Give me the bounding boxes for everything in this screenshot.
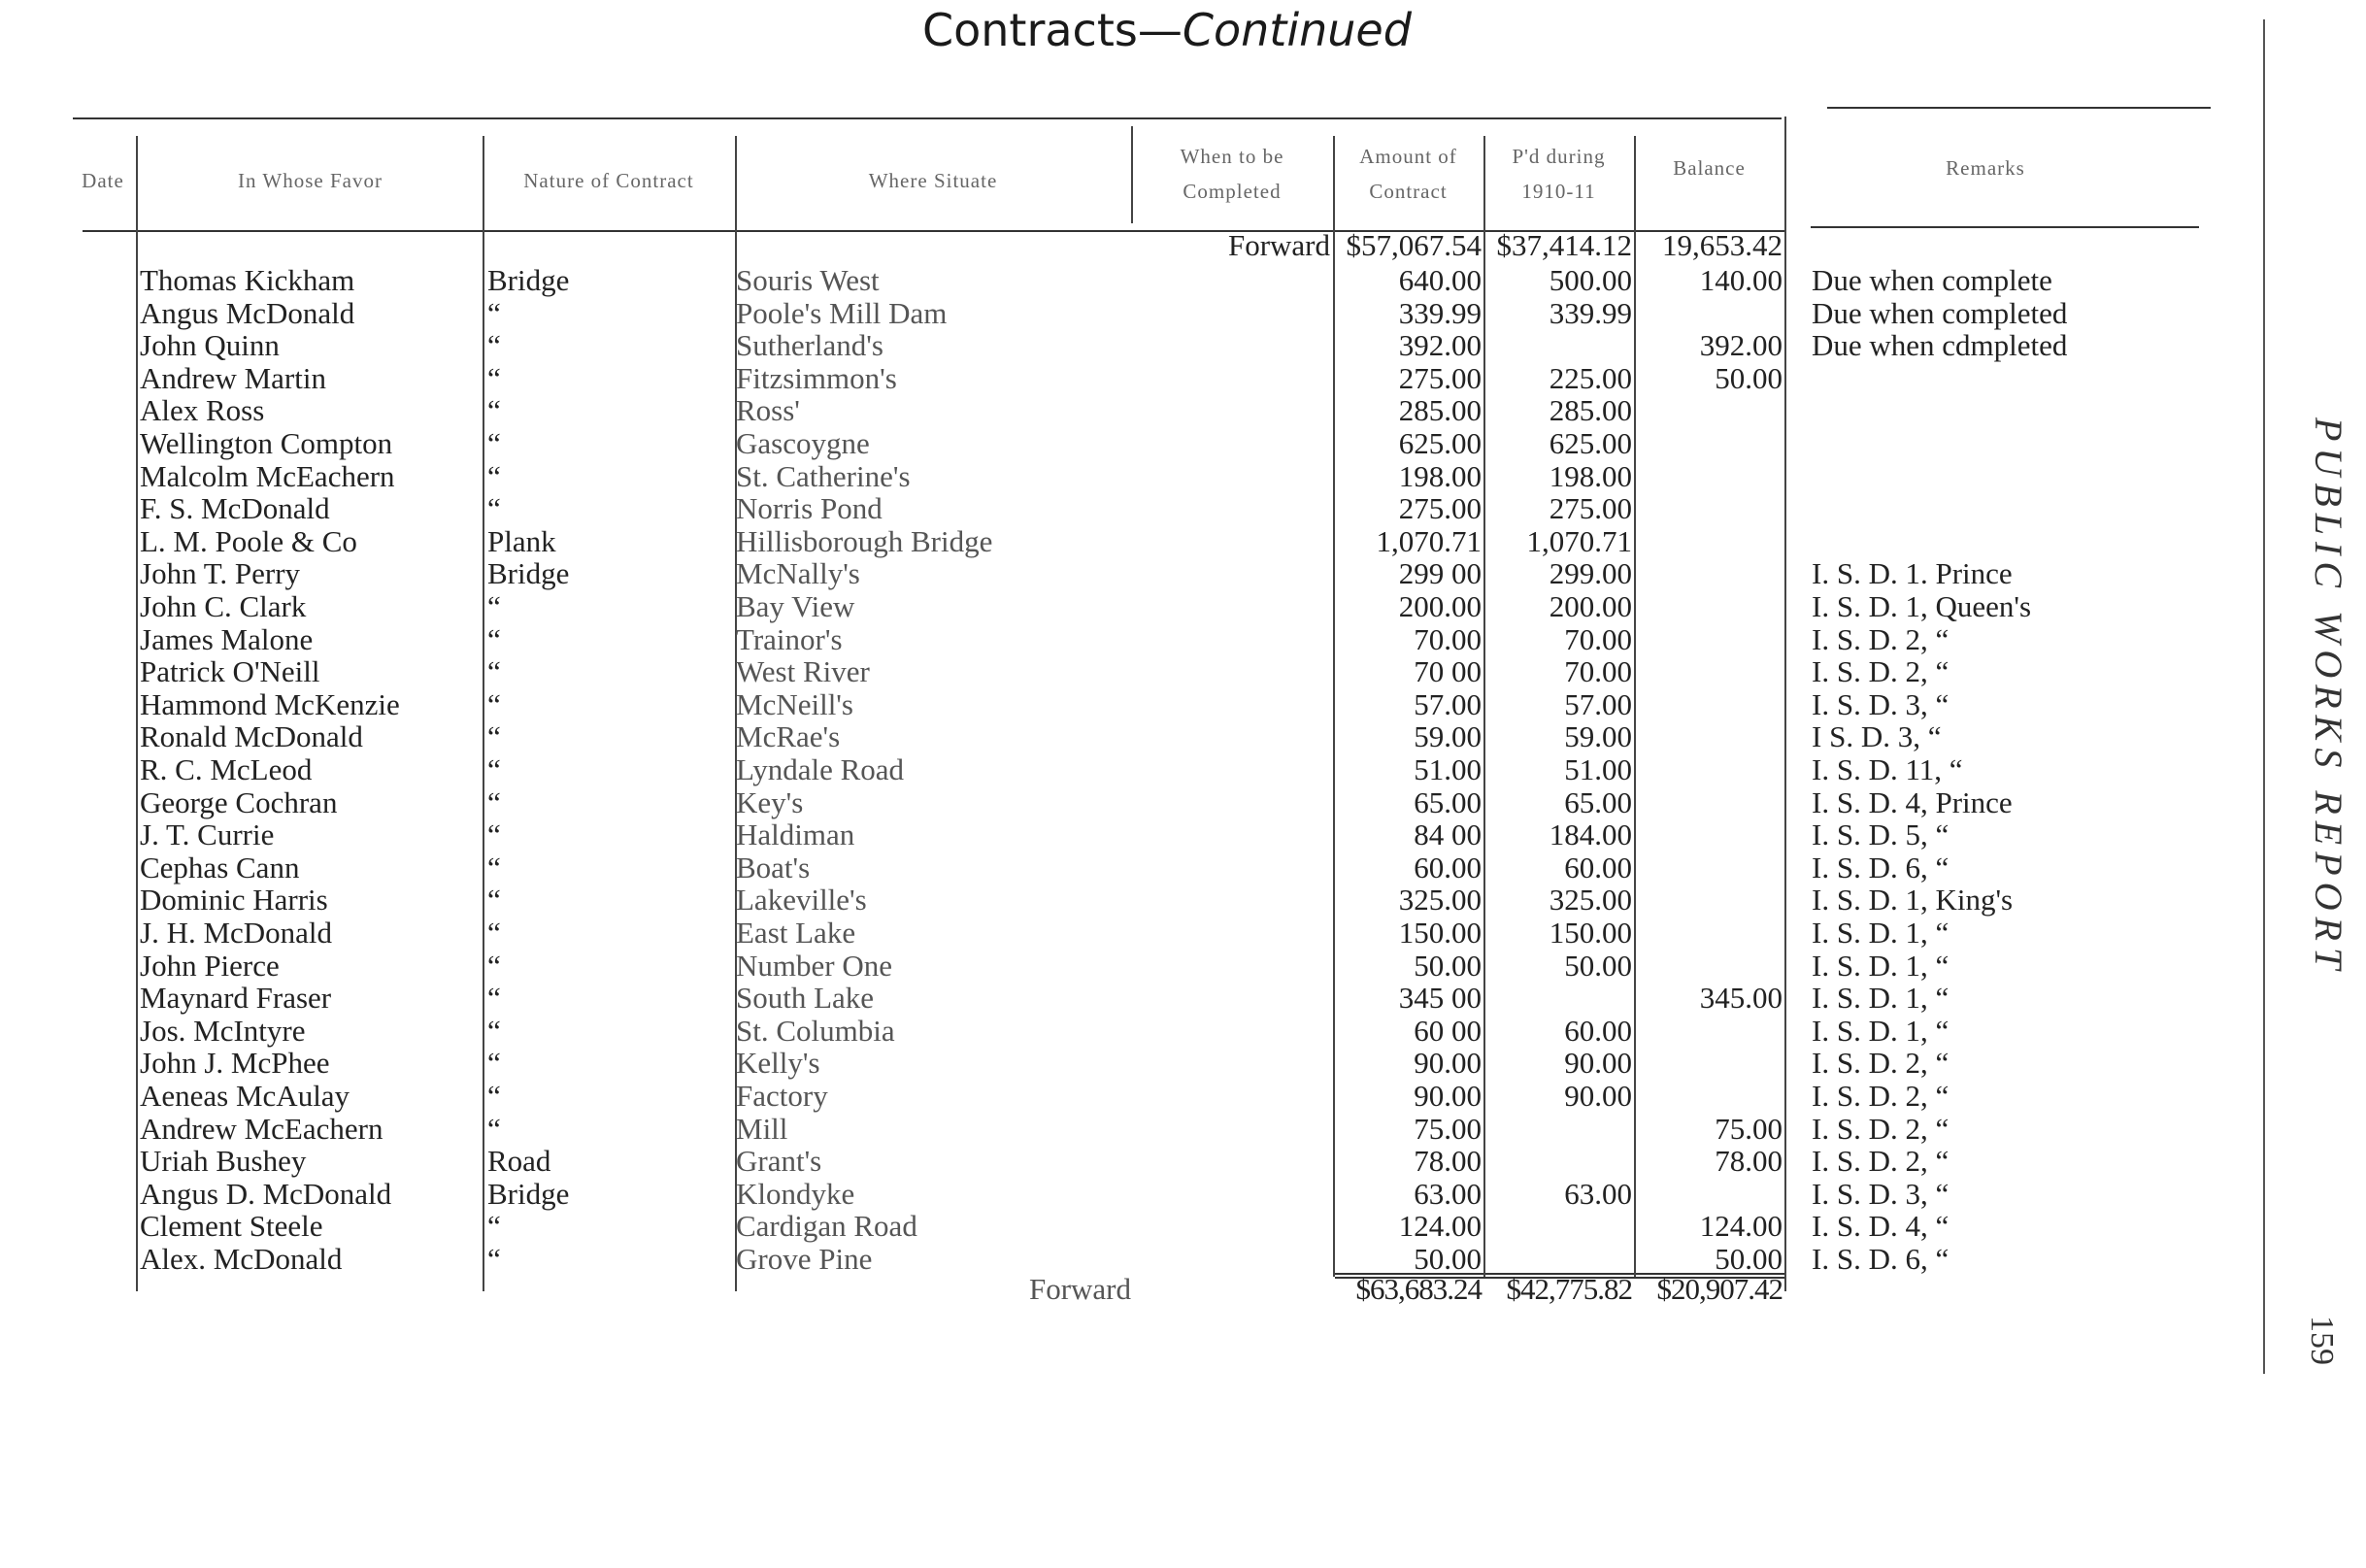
situate-cell: West River	[736, 654, 870, 689]
balance-cell	[1634, 525, 1783, 558]
forward-bottom-balance: $20,907.42	[1656, 1272, 1783, 1306]
situate-cell: Grant's	[736, 1144, 822, 1179]
situate-cell: Souris West	[736, 263, 880, 297]
forward-top-balance: 19,653.42	[1662, 228, 1783, 262]
nature-cell: “	[487, 426, 501, 460]
amount-cell: 339.99	[1398, 295, 1482, 330]
page-edge-rule	[2263, 19, 2265, 1374]
situate-cell: Fitzsimmon's	[736, 360, 897, 395]
balance-cell: 124.00	[1699, 1209, 1783, 1244]
remarks-cell: I. S. D. 6, “	[1812, 850, 1949, 884]
remarks-cell: I. S. D. 2, “	[1812, 1046, 1949, 1081]
balance-cell: 50.00	[1715, 1242, 1783, 1276]
remarks-cell: I. S. D. 1, “	[1812, 916, 1949, 950]
situate-cell: Key's	[736, 784, 804, 819]
favor-cell: Wellington Compton	[140, 426, 393, 460]
balance-cell	[1634, 1047, 1783, 1080]
paid-cell	[1483, 1243, 1632, 1276]
nature-cell: “	[487, 1046, 501, 1081]
col-rule-date	[136, 136, 138, 1291]
nature-cell: “	[487, 295, 501, 330]
remarks-cell: I. S. D. 2, “	[1812, 1144, 1949, 1179]
nature-cell: “	[487, 1013, 501, 1048]
remarks-cell: I. S. D. 2, “	[1812, 1111, 1949, 1146]
nature-cell: “	[487, 752, 501, 786]
favor-cell: Patrick O'Neill	[140, 654, 320, 689]
amount-cell: 59.00	[1414, 719, 1482, 754]
remarks-cell	[1812, 394, 2253, 427]
balance-cell: 140.00	[1699, 263, 1783, 297]
paid-cell: 60.00	[1564, 1013, 1632, 1048]
remarks-cell: I. S. D. 2, “	[1812, 621, 1949, 656]
title-main: Contracts	[922, 4, 1138, 56]
favor-cell: John C. Clark	[140, 589, 307, 623]
amount-cell: 1,070.71	[1376, 523, 1482, 558]
remarks-cell: I. S. D. 1, “	[1812, 981, 1949, 1016]
balance-cell: 345.00	[1699, 981, 1783, 1016]
situate-cell: Klondyke	[736, 1176, 855, 1211]
situate-cell: Haldiman	[736, 817, 855, 852]
remarks-cell: Due when complete	[1812, 263, 2052, 297]
nature-cell: Bridge	[487, 1176, 570, 1211]
remarks-cell: I. S. D. 1, Queen's	[1812, 589, 2032, 623]
situate-cell: Number One	[736, 948, 892, 983]
amount-cell: 275.00	[1398, 360, 1482, 395]
amount-cell: 124.00	[1398, 1209, 1482, 1244]
favor-cell: James Malone	[140, 621, 314, 656]
forward-top-amount: $57,067.54	[1346, 228, 1482, 262]
balance-cell	[1634, 818, 1783, 851]
remarks-cell: Due when completed	[1812, 295, 2068, 330]
remarks-cell	[1812, 362, 2253, 395]
paid-cell: 198.00	[1549, 458, 1632, 493]
amount-cell: 90.00	[1414, 1046, 1482, 1081]
amount-cell: 70 00	[1414, 654, 1482, 689]
nature-cell: “	[487, 458, 501, 493]
favor-cell: Thomas Kickham	[140, 263, 355, 297]
situate-cell: Trainor's	[736, 621, 843, 656]
amount-cell: 65.00	[1414, 784, 1482, 819]
balance-cell	[1634, 655, 1783, 688]
favor-cell: George Cochran	[140, 784, 338, 819]
favor-cell: John Quinn	[140, 328, 280, 363]
remarks-cell: I. S. D. 6, “	[1812, 1242, 1949, 1276]
favor-cell: Cephas Cann	[140, 850, 300, 884]
balance-cell: 392.00	[1699, 328, 1783, 363]
paid-cell: 184.00	[1549, 817, 1632, 852]
amount-cell: 325.00	[1398, 883, 1482, 917]
situate-cell: McNally's	[736, 556, 860, 591]
remarks-cell: I S. D. 3, “	[1812, 719, 1942, 754]
paid-cell: 90.00	[1564, 1079, 1632, 1113]
paid-cell: 51.00	[1564, 752, 1632, 786]
amount-cell: 198.00	[1398, 458, 1482, 493]
nature-cell: Bridge	[487, 263, 570, 297]
paid-cell: 339.99	[1549, 295, 1632, 330]
header-situate: Where Situate	[868, 169, 998, 192]
favor-cell: Ronald McDonald	[140, 719, 363, 754]
side-running-title: PUBLIC WORKS REPORT	[2307, 417, 2350, 977]
favor-cell: Angus D. McDonald	[140, 1176, 392, 1211]
balance-cell	[1634, 851, 1783, 884]
favor-cell: Malcolm McEachern	[140, 458, 395, 493]
remarks-cell: I. S. D. 3, “	[1812, 686, 1949, 721]
balance-cell	[1634, 786, 1783, 819]
favor-cell: Aeneas McAulay	[140, 1079, 350, 1113]
situate-cell: Bay View	[736, 589, 855, 623]
forward-bottom-amount: $63,683.24	[1355, 1272, 1482, 1306]
balance-cell	[1634, 884, 1783, 917]
situate-cell: Hillisborough Bridge	[736, 523, 993, 558]
balance-cell	[1634, 590, 1783, 623]
forward-bottom-paid: $42,775.82	[1506, 1272, 1632, 1306]
remarks-cell: I. S. D. 5, “	[1812, 817, 1949, 852]
amount-cell: 50.00	[1414, 948, 1482, 983]
amount-cell: 285.00	[1398, 393, 1482, 428]
favor-cell: Clement Steele	[140, 1209, 323, 1244]
nature-cell: Plank	[487, 523, 556, 558]
balance-cell	[1634, 1178, 1783, 1211]
situate-cell: Factory	[736, 1079, 828, 1113]
col-rule-favor	[483, 136, 484, 1291]
remarks-cell: I. S. D. 1, “	[1812, 1013, 1949, 1048]
amount-cell: 640.00	[1398, 263, 1482, 297]
nature-cell: “	[487, 817, 501, 852]
nature-cell: “	[487, 393, 501, 428]
favor-cell: Andrew Martin	[140, 360, 326, 395]
amount-cell: 78.00	[1414, 1144, 1482, 1179]
paid-cell: 70.00	[1564, 654, 1632, 689]
balance-cell	[1634, 557, 1783, 590]
nature-cell: “	[487, 328, 501, 363]
favor-cell: L. M. Poole & Co	[140, 523, 357, 558]
balance-cell	[1634, 1080, 1783, 1113]
paid-cell: 50.00	[1564, 948, 1632, 983]
situate-cell: McRae's	[736, 719, 841, 754]
amount-cell: 70.00	[1414, 621, 1482, 656]
paid-cell: 90.00	[1564, 1046, 1632, 1081]
remarks-cell: Due when cdmpleted	[1812, 328, 2068, 363]
paid-cell: 225.00	[1549, 360, 1632, 395]
header-favor: In Whose Favor	[238, 169, 383, 192]
favor-cell: J. T. Currie	[140, 817, 275, 852]
favor-cell: Uriah Bushey	[140, 1144, 307, 1179]
paid-cell	[1483, 1113, 1632, 1146]
amount-cell: 51.00	[1414, 752, 1482, 786]
amount-cell: 75.00	[1414, 1111, 1482, 1146]
page-number: 159	[2304, 1316, 2340, 1365]
top-rule-right	[1827, 107, 2211, 109]
nature-cell: “	[487, 654, 501, 689]
remarks-cell: I. S. D. 2, “	[1812, 1079, 1949, 1113]
favor-cell: R. C. McLeod	[140, 752, 313, 786]
situate-cell: Kelly's	[736, 1046, 820, 1081]
favor-cell: J. H. McDonald	[140, 916, 333, 950]
balance-cell	[1634, 623, 1783, 656]
paid-cell	[1483, 1145, 1632, 1178]
balance-cell	[1634, 950, 1783, 983]
paid-cell: 325.00	[1549, 883, 1632, 917]
header-nature: Nature of Contract	[523, 169, 694, 192]
situate-cell: Poole's Mill Dam	[736, 295, 948, 330]
favor-cell: Maynard Fraser	[140, 981, 332, 1016]
header-rule-remarks	[1811, 226, 2199, 228]
amount-cell: 345 00	[1398, 981, 1482, 1016]
title-sub: Continued	[1182, 4, 1412, 56]
top-rule-left	[73, 117, 1782, 119]
amount-cell: 299 00	[1398, 556, 1482, 591]
header-paid-line2: 1910-11	[1521, 180, 1596, 203]
remarks-cell: I. S. D. 4, Prince	[1812, 784, 2013, 819]
remarks-cell: I. S. D. 1, “	[1812, 948, 1949, 983]
balance-cell: 50.00	[1715, 360, 1783, 395]
remarks-cell: I. S. D. 3, “	[1812, 1176, 1949, 1211]
paid-cell	[1483, 1210, 1632, 1243]
amount-cell: 392.00	[1398, 328, 1482, 363]
favor-cell: John T. Perry	[140, 556, 301, 591]
amount-cell: 60.00	[1414, 850, 1482, 884]
nature-cell: “	[487, 850, 501, 884]
amount-cell: 60 00	[1414, 1013, 1482, 1048]
favor-cell: John J. McPhee	[140, 1046, 330, 1081]
paid-cell: 70.00	[1564, 621, 1632, 656]
nature-cell: “	[487, 916, 501, 950]
situate-cell: Sutherland's	[736, 328, 883, 363]
forward-top-paid: $37,414.12	[1496, 228, 1632, 262]
header-amount-line1: Amount of	[1359, 145, 1457, 168]
remarks-cell	[1812, 460, 2253, 493]
balance-cell	[1634, 720, 1783, 753]
situate-cell: Ross'	[736, 393, 800, 428]
situate-cell: Lyndale Road	[736, 752, 905, 786]
col-rule-balance	[1784, 117, 1786, 1291]
situate-cell: Gascoygne	[736, 426, 870, 460]
nature-cell: “	[487, 948, 501, 983]
balance-cell	[1634, 753, 1783, 786]
paid-cell: 500.00	[1549, 263, 1632, 297]
balance-cell	[1634, 492, 1783, 525]
balance-cell	[1634, 427, 1783, 460]
nature-cell: Bridge	[487, 556, 570, 591]
paid-cell: 299.00	[1549, 556, 1632, 591]
favor-cell: Alex Ross	[140, 393, 265, 428]
header-paid-line1: P'd during	[1512, 145, 1606, 168]
favor-cell: Angus McDonald	[140, 295, 355, 330]
situate-cell: St. Catherine's	[736, 458, 911, 493]
balance-cell	[1634, 460, 1783, 493]
balance-cell: 75.00	[1715, 1111, 1783, 1146]
favor-cell: Jos. McIntyre	[140, 1013, 306, 1048]
paid-cell: 65.00	[1564, 784, 1632, 819]
paid-cell	[1483, 329, 1632, 362]
favor-cell: F. S. McDonald	[140, 491, 330, 526]
balance-cell	[1634, 394, 1783, 427]
balance-cell	[1634, 917, 1783, 950]
nature-cell: “	[487, 981, 501, 1016]
amount-cell: 275.00	[1398, 491, 1482, 526]
situate-cell: St. Columbia	[736, 1013, 895, 1048]
favor-cell: Alex. McDonald	[140, 1242, 343, 1276]
favor-cell: Dominic Harris	[140, 883, 328, 917]
situate-cell: McNeill's	[736, 686, 853, 721]
paid-cell: 59.00	[1564, 719, 1632, 754]
paid-cell: 625.00	[1549, 426, 1632, 460]
header-amount-line2: Contract	[1369, 180, 1448, 203]
paid-cell	[1483, 982, 1632, 1015]
nature-cell: “	[487, 784, 501, 819]
nature-cell: “	[487, 589, 501, 623]
balance-cell: 78.00	[1715, 1144, 1783, 1179]
nature-cell: “	[487, 1209, 501, 1244]
nature-cell: “	[487, 621, 501, 656]
amount-cell: 57.00	[1414, 686, 1482, 721]
header-date: Date	[82, 169, 124, 192]
situate-cell: East Lake	[736, 916, 856, 950]
situate-cell: Norris Pond	[736, 491, 883, 526]
paid-cell: 1,070.71	[1526, 523, 1632, 558]
nature-cell: “	[487, 1242, 501, 1276]
remarks-cell	[1812, 427, 2253, 460]
favor-cell: Andrew McEachern	[140, 1111, 383, 1146]
balance-cell	[1634, 688, 1783, 721]
paid-cell: 275.00	[1549, 491, 1632, 526]
paid-cell: 60.00	[1564, 850, 1632, 884]
amount-cell: 63.00	[1414, 1176, 1482, 1211]
header-remarks: Remarks	[1946, 156, 2025, 180]
remarks-cell: I. S. D. 4, “	[1812, 1209, 1949, 1244]
nature-cell: “	[487, 1111, 501, 1146]
situate-cell: South Lake	[736, 981, 875, 1016]
nature-cell: “	[487, 883, 501, 917]
remarks-cell: I. S. D. 1, King's	[1812, 883, 2014, 917]
paid-cell: 57.00	[1564, 686, 1632, 721]
nature-cell: “	[487, 686, 501, 721]
nature-cell: “	[487, 1079, 501, 1113]
situate-cell: Grove Pine	[736, 1242, 873, 1276]
header-when-line1: When to be	[1180, 145, 1284, 168]
nature-cell: “	[487, 491, 501, 526]
nature-cell: “	[487, 719, 501, 754]
remarks-cell	[1812, 525, 2253, 558]
amount-cell: 50.00	[1414, 1242, 1482, 1276]
paid-cell: 285.00	[1549, 393, 1632, 428]
amount-cell: 625.00	[1398, 426, 1482, 460]
favor-cell: John Pierce	[140, 948, 280, 983]
amount-cell: 150.00	[1398, 916, 1482, 950]
remarks-cell: I. S. D. 2, “	[1812, 654, 1949, 689]
forward-top-label: Forward	[1227, 228, 1330, 262]
nature-cell: Road	[487, 1144, 551, 1179]
title-dash: —	[1137, 4, 1183, 56]
nature-cell: “	[487, 360, 501, 395]
forward-bottom-label: Forward	[1028, 1272, 1131, 1306]
situate-cell: Boat's	[736, 850, 811, 884]
paid-cell: 63.00	[1564, 1176, 1632, 1211]
situate-cell: Cardigan Road	[736, 1209, 917, 1244]
page-title	[922, 4, 1412, 56]
favor-cell: Hammond McKenzie	[140, 686, 400, 721]
amount-cell: 90.00	[1414, 1079, 1482, 1113]
remarks-cell: I. S. D. 11, “	[1812, 752, 1963, 786]
header-balance: Balance	[1673, 156, 1746, 180]
paid-cell: 200.00	[1549, 589, 1632, 623]
situate-cell: Mill	[736, 1111, 788, 1146]
header-when-line2: Completed	[1183, 180, 1282, 203]
amount-cell: 84 00	[1414, 817, 1482, 852]
balance-cell	[1634, 1015, 1783, 1048]
remarks-cell	[1812, 492, 2253, 525]
paid-cell: 150.00	[1549, 916, 1632, 950]
situate-cell: Lakeville's	[736, 883, 867, 917]
balance-cell	[1634, 297, 1783, 330]
amount-cell: 200.00	[1398, 589, 1482, 623]
remarks-cell: I. S. D. 1. Prince	[1812, 556, 2013, 591]
